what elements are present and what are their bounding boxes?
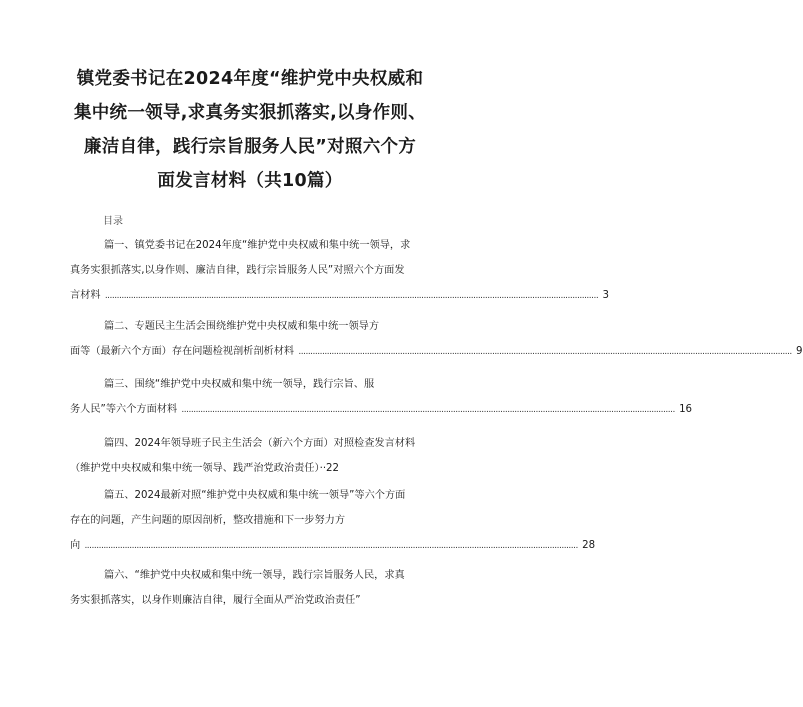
toc-entry-text: （维护党中央权威和集中统一领导、践严治党政治责任）··22: [70, 463, 340, 474]
toc-page-number: 3: [602, 290, 609, 301]
title-line-2: 集中统一领导,求真务实狠抓落实,以身作则、: [73, 103, 427, 123]
toc-leader-dots: [298, 347, 791, 357]
toc-entry-text: 向: [70, 540, 81, 551]
toc-entry-text: 篇四、2024年领导班子民主生活会（新六个方面）对照检查发言材料: [104, 438, 416, 449]
toc-entry-4[interactable]: [70, 431, 434, 481]
toc-page-number: 9: [796, 346, 803, 357]
toc-entry-3[interactable]: [70, 372, 693, 423]
toc-entry-6[interactable]: [70, 563, 434, 613]
toc-entry-5[interactable]: [70, 483, 596, 559]
toc-page-number: 16: [679, 404, 693, 415]
toc-entry-text: 篇五、2024最新对照“维护党中央权威和集中统一领导”等六个方面: [104, 490, 406, 501]
toc-leader-dots: [105, 291, 598, 301]
toc-entry-text: 言材料: [70, 290, 101, 301]
toc-entry-1[interactable]: [70, 233, 609, 309]
toc-entry-text: 务实狠抓落实，以身作则廉洁自律，履行全面从严治党政治责任”: [70, 595, 361, 606]
toc-leader-dots: [84, 541, 577, 551]
toc-entry-text: 篇二、专题民主生活会围绕维护党中央权威和集中统一领导方: [104, 321, 380, 332]
toc-entry-text: 真务实狠抓落实,以身作则、廉洁自律，践行宗旨服务人民”对照六个方面发: [70, 265, 405, 276]
title-line-3: 廉洁自律，践行宗旨服务人民”对照六个方: [83, 137, 417, 157]
toc-entry-text: 面等（最新六个方面）存在问题检视剖析剖析材料: [70, 346, 295, 357]
toc-page-number: 28: [582, 540, 596, 551]
toc-entry-text: 篇六、“维护党中央权威和集中统一领导，践行宗旨服务人民，求真: [104, 570, 405, 581]
document-title: [55, 62, 445, 198]
toc-entry-text: 务人民”等六个方面材料: [70, 404, 178, 415]
toc-heading: 目录: [103, 216, 123, 227]
title-line-4: 面发言材料（共10篇）: [157, 171, 343, 191]
toc-leader-dots: [181, 405, 674, 415]
toc-entry-text: 篇一、镇党委书记在2024年度“维护党中央权威和集中统一领导，求: [104, 240, 411, 251]
title-line-1: 镇党委书记在2024年度“维护党中央权威和: [76, 69, 424, 89]
toc-entry-text: 篇三、围绕“维护党中央权威和集中统一领导，践行宗旨、服: [104, 379, 375, 390]
toc-entry-2[interactable]: [70, 314, 803, 365]
toc-entry-text: 存在的问题，产生问题的原因剖析，整改措施和下一步努力方: [70, 515, 346, 526]
